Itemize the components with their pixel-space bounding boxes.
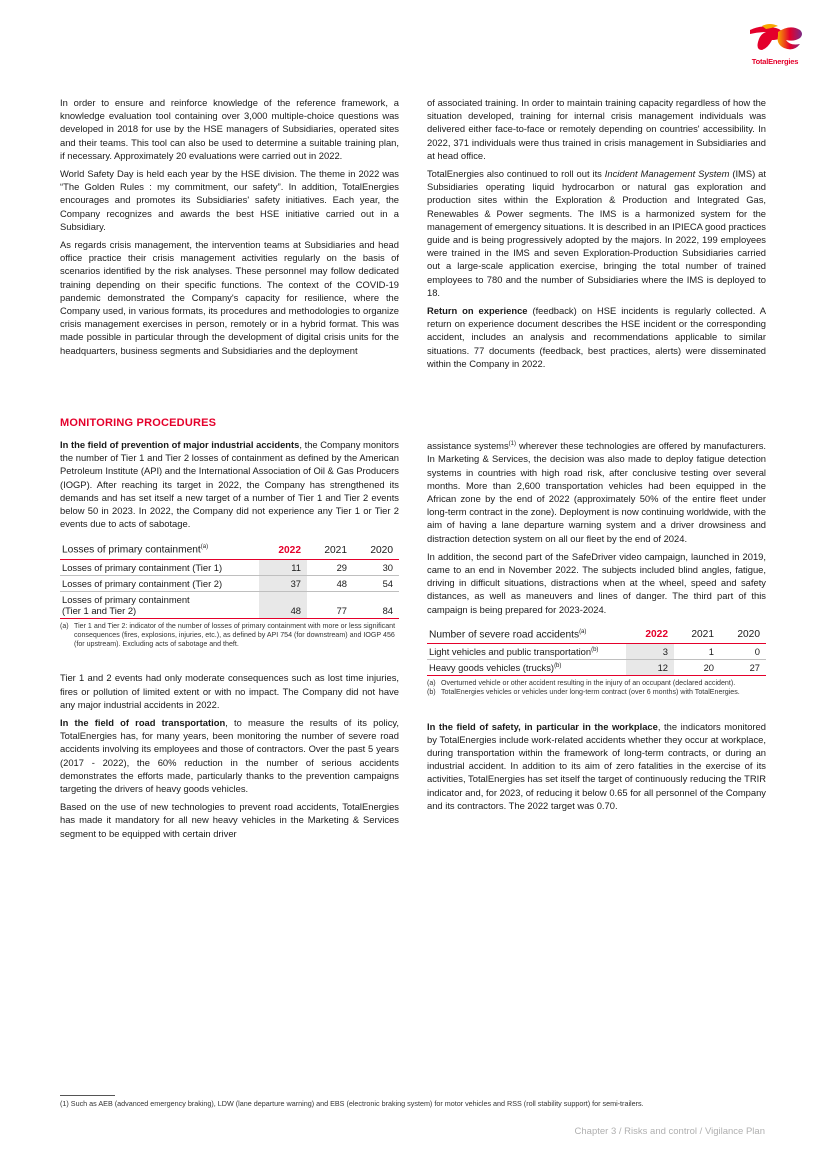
paragraph-road-transportation: In the field of road transportation, to measure the results of its policy, TotalEnergies has, for many years, been monitoring the number of severe road accidents involving its employees and those of contractors. Over the past 5 years (2017 - 2022), the 60% reduction in the number of serious accidents demonstrates the efforts made, particularly thanks to the prevention campaigns targeting the drivers of heavy goods vehicles.	[60, 717, 399, 795]
top-left-column	[60, 96, 399, 362]
road-accidents-table	[427, 626, 766, 676]
chapter-footer: Chapter 3 / Risks and control / Vigilance Plan	[574, 1126, 765, 1137]
bottom-left-column	[60, 438, 399, 845]
containment-table-header: Losses of primary containment$^{(a)}$	[60, 541, 259, 559]
paragraph-knowledge-evaluation: In order to ensure and reinforce knowledge of the reference framework, a knowledge evaluation tool containing over 3,000 multiple-choice questions was developed in 2018 for use by the HSE managers of Subsidiaries, operated sites and their teams. This tool can also be used to determine a suitable training plan, if necessary. Approximately 20 evaluations were carried out in 2022.	[60, 97, 399, 161]
table-row: Losses of primary containment (Tier 1) 11 29 30	[60, 559, 399, 575]
year-header-2020: 2020	[720, 626, 766, 644]
paragraph-safedriver: In addition, the second part of the SafeDriver video campaign, launched in 2019, came to an end in November 2022. The subjects included blind angles, fatigue, driving in difficult situations, distractions when at the wheel, speed and safety distances, as well as maneuvers and lines of danger. The third part of this campaign is being prepared for 2023-2024.	[427, 550, 766, 615]
bottom-right-column	[427, 438, 766, 817]
road-accidents-table-block	[427, 626, 766, 698]
paragraph-tier-events: Tier 1 and 2 events had only moderate consequences such as lost time injuries, fires or pollution of limited extent or with no impact. The Company did not have any major industrial accidents in 2022.	[60, 672, 399, 710]
year-header-2020: 2020	[353, 541, 399, 559]
paragraph-assistance-systems: assistance systems$^{(1)}$ wherever these technologies are offered by manufacturers. In Marketing & Services, the decision was also made to deploy fatigue detection systems in countries with high road risk, after conclusive testing over several months. More than 2,600 transportation vehicles had been equipped in the African zone by the end of 2022 (approximately 50% of the entire fleet under long-term contract in the zone). Deployment is now continuing worldwide, with the aim of having a lane departure warning system and a driver drowsiness and distraction detection system on all our fleet by the end of 2024.	[427, 440, 766, 544]
totalenergies-logo-icon	[742, 20, 808, 54]
footnote-divider	[60, 1095, 115, 1096]
paragraph-ims: TotalEnergies also continued to roll out its Incident Management System (IMS) at Subsidiaries operating liquid hydrocarbon or natural gas exploration and production sites within the Exploration & Production and Integrated Gas, Renewables & Power segments. The IMS is a harmonized system for the management of emergency situations. It is described in an IPIECA good practices guide and is being progressively adopted by the majors. In 2022, 199 employees were trained in the IMS and seven Exploration-Production Subsidiaries carried out a large-scale application exercise, bringing the total number of trained employees to 780 and the number of Subsidiaries where the IMS is deployed to 18.	[427, 168, 766, 298]
table-row: Losses of primary containment (Tier 2) 37 48 54	[60, 575, 399, 591]
paragraph-workplace-safety: In the field of safety, in particular in the workplace, the indicators monitored by TotalEnergies include work-related accidents whether they occur at workplace, during transportation within the framework of long-term contracts, or during an industrial accident. In addition to its aim of zero fatalities in the exercise of its activities, TotalEnergies has set itself the target of continuously reducing the TRIR indicator and, for 2023, of reducing it below 0.65 for all personnel of the Company and its contractors. The 2022 target was 0.70.	[427, 720, 766, 811]
paragraph-crisis-management: As regards crisis management, the intervention teams at Subsidiaries and head office practice their crisis management activities regularly on the basis of scenarios identified by the risk analyses. These personnel may follow dedicated training depending on their specific functions. The context of the COVID-19 pandemic demonstrated the Company's capacity for resilience, where the Company used, in various formats, its procedures and methodologies to organize crisis management exercises in person, remotely or in a hybrid format. This was made possible in particular through the development of digital crisis units for the headquarters, business segments and Subsidiaries and the deployment	[60, 239, 399, 356]
paragraph-return-on-experience: Return on experience (feedback) on HSE incidents is regularly collected. A return on experience document describes the HSE incident or the corresponding accident, includes an analysis and recommendations applicable to similar situations. 77 documents (feedback, best practices, alerts) were disseminated within the Company in 2022.	[427, 305, 766, 369]
footnote-1: (1) Such as AEB (advanced emergency braking), LDW (lane departure warning) and EBS (electronic braking system) for motor vehicles and RSS (roll stability support) for semi-trailers.	[60, 1099, 644, 1108]
section-title-monitoring-procedures: MONITORING PROCEDURES	[60, 417, 217, 429]
road-accidents-table-header: Number of severe road accidents$^{(a)}$	[427, 626, 626, 644]
containment-table-notes: (a) Tier 1 and Tier 2: indicator of the number of losses of primary containment with more or less significant consequences (fires, explosions, injuries, etc.), as defined by API 754 (for downstream) and IOGP 456 (for upstream). Excluding acts of sabotage and theft.	[60, 621, 396, 649]
totalenergies-logo	[742, 20, 808, 66]
table-row: Light vehicles and public transportation$^{(b)}$ 3 1 0	[427, 644, 766, 660]
containment-table-block	[60, 541, 399, 649]
paragraph-world-safety-day: World Safety Day is held each year by the HSE division. The theme in 2022 was “The Golden Rules : my commitment, our safety”. In addition, TotalEnergies encourages and promotes its Subsidiaries' safety initiatives. Each year, the Company recognizes and awards the best HSE initiative carried out in a Subsidiary.	[60, 168, 399, 232]
top-right-column	[427, 96, 766, 375]
paragraph-industrial-accidents: In the field of prevention of major industrial accidents, the Company monitors the number of Tier 1 and Tier 2 losses of containment as defined by the American Petroleum Institute (API) and the International Association of Oil & Gas Producers (IOGP). After reaching its target in 2022, the Company has strengthened its demands and has set itself a new target of a number of Tier 1 and Tier 2 events below 50 in 2023. In 2022, the Company did not experience any Tier 1 or Tier 2 events due to acts of sabotage.	[60, 439, 399, 530]
year-header-2022: 2022	[626, 626, 674, 644]
year-header-2022: 2022	[259, 541, 307, 559]
paragraph-new-technologies: Based on the use of new technologies to prevent road accidents, TotalEnergies has made it mandatory for all new heavy vehicles in the Marketing & Services segment to be equipped with certain driver	[60, 801, 399, 839]
containment-table	[60, 541, 399, 618]
year-header-2021: 2021	[307, 541, 353, 559]
logo-wordmark: TotalEnergies	[751, 57, 799, 66]
year-header-2021: 2021	[674, 626, 720, 644]
table-row: Heavy goods vehicles (trucks)$^{(b)}$ 12 20 27	[427, 660, 766, 676]
table-row: Losses of primary containment (Tier 1 and Tier 2) 48 77 84	[60, 591, 399, 618]
road-accidents-table-notes: (a) Overturned vehicle or other accident resulting in the injury of an occupant (declared accident). (b) TotalEnergies vehicles or vehicles under long-term contract (over 6 months) with TotalEnergies.	[427, 679, 740, 697]
paragraph-associated-training: of associated training. In order to maintain training capacity regardless of how the situation developed, training for internal crisis management individuals was delivered either face-to-face or remotely depending on countries' accessibility. In 2022, 371 individuals were thus trained in crisis management in Subsidiaries and at head office.	[427, 97, 766, 161]
